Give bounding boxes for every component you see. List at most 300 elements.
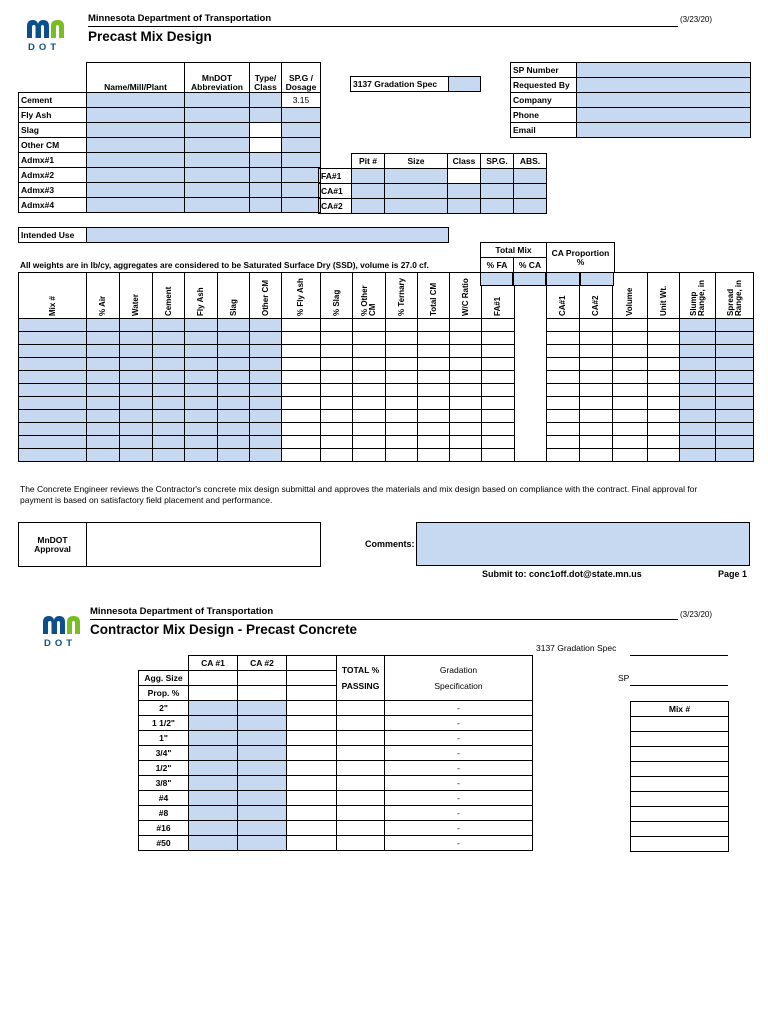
mix-input-cell[interactable] bbox=[482, 436, 515, 449]
mix-input-cell[interactable] bbox=[19, 358, 87, 371]
mix-input-cell[interactable] bbox=[680, 358, 716, 371]
mix-input-cell[interactable] bbox=[321, 449, 353, 462]
mix-input-cell[interactable] bbox=[153, 332, 185, 345]
phone-input[interactable] bbox=[577, 108, 751, 123]
mix-input-cell[interactable] bbox=[321, 384, 353, 397]
mix-input-cell[interactable] bbox=[185, 319, 218, 332]
ca1-passing-input[interactable] bbox=[189, 731, 238, 746]
total-passing-cell[interactable] bbox=[337, 821, 385, 836]
mix-input-cell[interactable] bbox=[19, 449, 87, 462]
mix-input-cell[interactable] bbox=[353, 319, 386, 332]
ca2-passing-input[interactable] bbox=[238, 761, 287, 776]
mix-input-cell[interactable] bbox=[680, 371, 716, 384]
mix-input-cell[interactable] bbox=[87, 423, 120, 436]
mix-input-cell[interactable] bbox=[120, 423, 153, 436]
mix-input-cell[interactable] bbox=[19, 410, 87, 423]
input-cell[interactable] bbox=[514, 184, 547, 199]
input-cell[interactable] bbox=[189, 671, 238, 686]
total-passing-cell[interactable] bbox=[337, 761, 385, 776]
ca2-passing-input[interactable] bbox=[238, 791, 287, 806]
mix-number-input[interactable] bbox=[631, 822, 729, 837]
proportion-input[interactable] bbox=[580, 272, 614, 286]
mix-input-cell[interactable] bbox=[19, 345, 87, 358]
mix-input-cell[interactable] bbox=[153, 410, 185, 423]
mix-input-cell[interactable] bbox=[680, 410, 716, 423]
mix-input-cell[interactable] bbox=[482, 397, 515, 410]
proportion-input[interactable] bbox=[480, 272, 513, 286]
mix-input-cell[interactable] bbox=[250, 345, 282, 358]
mix-input-cell[interactable] bbox=[250, 319, 282, 332]
input-cell[interactable] bbox=[250, 153, 282, 168]
mix-input-cell[interactable] bbox=[353, 371, 386, 384]
input-cell[interactable] bbox=[287, 701, 337, 716]
input-cell[interactable] bbox=[282, 183, 321, 198]
ca1-passing-input[interactable] bbox=[189, 836, 238, 851]
input-cell[interactable] bbox=[287, 671, 337, 686]
mix-input-cell[interactable] bbox=[353, 423, 386, 436]
input-cell[interactable] bbox=[287, 791, 337, 806]
mix-input-cell[interactable] bbox=[153, 358, 185, 371]
mix-input-cell[interactable] bbox=[580, 332, 613, 345]
mix-input-cell[interactable] bbox=[482, 371, 515, 384]
input-cell[interactable] bbox=[282, 153, 321, 168]
mix-input-cell[interactable] bbox=[185, 410, 218, 423]
input-cell[interactable] bbox=[287, 686, 337, 701]
input-cell[interactable] bbox=[87, 123, 185, 138]
mix-input-cell[interactable] bbox=[547, 345, 580, 358]
mix-input-cell[interactable] bbox=[250, 332, 282, 345]
mix-input-cell[interactable] bbox=[120, 436, 153, 449]
mix-input-cell[interactable] bbox=[353, 436, 386, 449]
mix-input-cell[interactable] bbox=[218, 332, 250, 345]
mix-input-cell[interactable] bbox=[648, 332, 680, 345]
ca1-passing-input[interactable] bbox=[189, 791, 238, 806]
mix-input-cell[interactable] bbox=[716, 410, 754, 423]
input-cell[interactable] bbox=[385, 184, 448, 199]
mix-input-cell[interactable] bbox=[19, 436, 87, 449]
total-passing-cell[interactable] bbox=[337, 746, 385, 761]
mix-input-cell[interactable] bbox=[153, 319, 185, 332]
mix-input-cell[interactable] bbox=[648, 319, 680, 332]
mix-input-cell[interactable] bbox=[547, 371, 580, 384]
input-cell[interactable] bbox=[185, 93, 250, 108]
input-cell[interactable] bbox=[250, 198, 282, 213]
mix-input-cell[interactable] bbox=[418, 449, 450, 462]
input-cell[interactable] bbox=[87, 108, 185, 123]
mix-input-cell[interactable] bbox=[321, 371, 353, 384]
mix-input-cell[interactable] bbox=[282, 436, 321, 449]
mix-input-cell[interactable] bbox=[386, 384, 418, 397]
mix-input-cell[interactable] bbox=[185, 436, 218, 449]
mix-input-cell[interactable] bbox=[185, 332, 218, 345]
input-cell[interactable] bbox=[185, 198, 250, 213]
mix-input-cell[interactable] bbox=[282, 397, 321, 410]
mix-input-cell[interactable] bbox=[680, 397, 716, 410]
input-cell[interactable] bbox=[287, 731, 337, 746]
mix-input-cell[interactable] bbox=[386, 345, 418, 358]
mix-input-cell[interactable] bbox=[153, 436, 185, 449]
mix-input-cell[interactable] bbox=[353, 358, 386, 371]
total-passing-cell[interactable] bbox=[337, 731, 385, 746]
mix-input-cell[interactable] bbox=[353, 449, 386, 462]
mix-input-cell[interactable] bbox=[450, 332, 482, 345]
input-cell[interactable] bbox=[185, 153, 250, 168]
mix-input-cell[interactable] bbox=[450, 358, 482, 371]
total-passing-cell[interactable] bbox=[337, 701, 385, 716]
input-cell[interactable] bbox=[282, 198, 321, 213]
input-cell[interactable] bbox=[481, 184, 514, 199]
proportion-input[interactable] bbox=[546, 272, 580, 286]
mix-input-cell[interactable] bbox=[87, 384, 120, 397]
mix-input-cell[interactable] bbox=[482, 345, 515, 358]
mix-input-cell[interactable] bbox=[716, 345, 754, 358]
input-cell[interactable] bbox=[385, 169, 448, 184]
input-cell[interactable] bbox=[514, 199, 547, 214]
input-cell[interactable] bbox=[87, 198, 185, 213]
mix-input-cell[interactable] bbox=[716, 397, 754, 410]
mix-input-cell[interactable] bbox=[120, 332, 153, 345]
mix-input-cell[interactable] bbox=[386, 358, 418, 371]
mix-input-cell[interactable] bbox=[120, 384, 153, 397]
comments-input[interactable] bbox=[416, 522, 750, 566]
mix-input-cell[interactable] bbox=[282, 332, 321, 345]
mix-input-cell[interactable] bbox=[716, 371, 754, 384]
requested-by-input[interactable] bbox=[577, 78, 751, 93]
company-input[interactable] bbox=[577, 93, 751, 108]
mix-input-cell[interactable] bbox=[386, 449, 418, 462]
mix-input-cell[interactable] bbox=[680, 332, 716, 345]
mix-input-cell[interactable] bbox=[353, 332, 386, 345]
mix-input-cell[interactable] bbox=[282, 410, 321, 423]
gradation-spec-input[interactable] bbox=[449, 77, 481, 92]
mix-input-cell[interactable] bbox=[613, 397, 648, 410]
mix-input-cell[interactable] bbox=[580, 436, 613, 449]
ca1-passing-input[interactable] bbox=[189, 761, 238, 776]
mix-input-cell[interactable] bbox=[482, 319, 515, 332]
mix-input-cell[interactable] bbox=[482, 332, 515, 345]
mix-input-cell[interactable] bbox=[450, 384, 482, 397]
mix-input-cell[interactable] bbox=[547, 436, 580, 449]
input-cell[interactable] bbox=[287, 776, 337, 791]
mix-input-cell[interactable] bbox=[482, 449, 515, 462]
mix-number-input[interactable] bbox=[631, 807, 729, 822]
mix-input-cell[interactable] bbox=[218, 319, 250, 332]
mix-input-cell[interactable] bbox=[185, 384, 218, 397]
ca1-passing-input[interactable] bbox=[189, 701, 238, 716]
mix-input-cell[interactable] bbox=[250, 371, 282, 384]
mix-input-cell[interactable] bbox=[120, 358, 153, 371]
mix-input-cell[interactable] bbox=[321, 423, 353, 436]
mix-input-cell[interactable] bbox=[250, 423, 282, 436]
total-passing-cell[interactable] bbox=[337, 716, 385, 731]
mix-input-cell[interactable] bbox=[580, 371, 613, 384]
mix-input-cell[interactable] bbox=[87, 371, 120, 384]
mix-input-cell[interactable] bbox=[120, 449, 153, 462]
mix-input-cell[interactable] bbox=[250, 410, 282, 423]
mix-input-cell[interactable] bbox=[613, 436, 648, 449]
mix-input-cell[interactable] bbox=[321, 410, 353, 423]
mix-input-cell[interactable] bbox=[680, 436, 716, 449]
mix-input-cell[interactable] bbox=[250, 358, 282, 371]
total-passing-cell[interactable] bbox=[337, 836, 385, 851]
mix-input-cell[interactable] bbox=[648, 358, 680, 371]
mix-input-cell[interactable] bbox=[648, 371, 680, 384]
mix-input-cell[interactable] bbox=[580, 358, 613, 371]
mix-number-input[interactable] bbox=[631, 777, 729, 792]
ca2-passing-input[interactable] bbox=[238, 776, 287, 791]
ca2-passing-input[interactable] bbox=[238, 821, 287, 836]
mix-input-cell[interactable] bbox=[680, 423, 716, 436]
mix-input-cell[interactable] bbox=[648, 397, 680, 410]
mix-input-cell[interactable] bbox=[648, 345, 680, 358]
mix-number-input[interactable] bbox=[631, 717, 729, 732]
mix-input-cell[interactable] bbox=[547, 410, 580, 423]
mix-input-cell[interactable] bbox=[353, 397, 386, 410]
mix-input-cell[interactable] bbox=[648, 410, 680, 423]
input-cell[interactable] bbox=[238, 671, 287, 686]
mix-input-cell[interactable] bbox=[250, 397, 282, 410]
mix-input-cell[interactable] bbox=[386, 397, 418, 410]
mix-input-cell[interactable] bbox=[153, 423, 185, 436]
input-cell[interactable] bbox=[185, 183, 250, 198]
mix-input-cell[interactable] bbox=[120, 319, 153, 332]
input-cell[interactable] bbox=[448, 184, 481, 199]
mix-input-cell[interactable] bbox=[450, 410, 482, 423]
input-cell[interactable] bbox=[87, 168, 185, 183]
mix-input-cell[interactable] bbox=[580, 449, 613, 462]
mix-input-cell[interactable] bbox=[87, 397, 120, 410]
input-cell[interactable] bbox=[282, 138, 321, 153]
mix-input-cell[interactable] bbox=[680, 319, 716, 332]
mix-input-cell[interactable] bbox=[218, 371, 250, 384]
mix-input-cell[interactable] bbox=[282, 319, 321, 332]
mix-input-cell[interactable] bbox=[321, 358, 353, 371]
mix-input-cell[interactable] bbox=[19, 384, 87, 397]
mix-input-cell[interactable] bbox=[716, 384, 754, 397]
input-cell[interactable] bbox=[250, 183, 282, 198]
mix-input-cell[interactable] bbox=[386, 319, 418, 332]
gradation-spec-line[interactable] bbox=[630, 655, 728, 656]
total-passing-cell[interactable] bbox=[337, 791, 385, 806]
mix-input-cell[interactable] bbox=[418, 319, 450, 332]
mix-input-cell[interactable] bbox=[450, 436, 482, 449]
mix-input-cell[interactable] bbox=[19, 319, 87, 332]
mix-input-cell[interactable] bbox=[418, 384, 450, 397]
mix-input-cell[interactable] bbox=[87, 449, 120, 462]
input-cell[interactable] bbox=[250, 93, 282, 108]
mix-input-cell[interactable] bbox=[353, 384, 386, 397]
mix-input-cell[interactable] bbox=[580, 423, 613, 436]
mix-input-cell[interactable] bbox=[185, 371, 218, 384]
mix-input-cell[interactable] bbox=[250, 449, 282, 462]
mix-input-cell[interactable] bbox=[418, 371, 450, 384]
mix-input-cell[interactable] bbox=[282, 423, 321, 436]
mix-input-cell[interactable] bbox=[547, 449, 580, 462]
mix-input-cell[interactable] bbox=[613, 371, 648, 384]
mix-input-cell[interactable] bbox=[386, 436, 418, 449]
mix-input-cell[interactable] bbox=[282, 449, 321, 462]
input-cell[interactable] bbox=[282, 108, 321, 123]
mix-input-cell[interactable] bbox=[450, 423, 482, 436]
mix-input-cell[interactable] bbox=[418, 410, 450, 423]
mix-input-cell[interactable] bbox=[218, 345, 250, 358]
mix-input-cell[interactable] bbox=[353, 345, 386, 358]
mix-input-cell[interactable] bbox=[547, 319, 580, 332]
input-cell[interactable] bbox=[87, 183, 185, 198]
mix-number-input[interactable] bbox=[631, 792, 729, 807]
mix-input-cell[interactable] bbox=[321, 436, 353, 449]
mix-input-cell[interactable] bbox=[418, 397, 450, 410]
total-passing-cell[interactable] bbox=[337, 806, 385, 821]
sp-number-input[interactable] bbox=[577, 63, 751, 78]
mix-input-cell[interactable] bbox=[120, 345, 153, 358]
mix-input-cell[interactable] bbox=[716, 449, 754, 462]
mix-input-cell[interactable] bbox=[321, 345, 353, 358]
input-cell[interactable] bbox=[250, 168, 282, 183]
input-cell[interactable] bbox=[185, 123, 250, 138]
mix-input-cell[interactable] bbox=[716, 358, 754, 371]
mix-input-cell[interactable] bbox=[418, 423, 450, 436]
mix-input-cell[interactable] bbox=[547, 397, 580, 410]
mix-input-cell[interactable] bbox=[87, 332, 120, 345]
mix-input-cell[interactable] bbox=[450, 319, 482, 332]
mix-input-cell[interactable] bbox=[218, 423, 250, 436]
mix-input-cell[interactable] bbox=[185, 345, 218, 358]
mix-input-cell[interactable] bbox=[185, 423, 218, 436]
input-cell[interactable] bbox=[481, 169, 514, 184]
ca2-passing-input[interactable] bbox=[238, 731, 287, 746]
mix-input-cell[interactable] bbox=[418, 345, 450, 358]
mix-input-cell[interactable] bbox=[613, 332, 648, 345]
mix-number-input[interactable] bbox=[631, 747, 729, 762]
mix-input-cell[interactable] bbox=[218, 410, 250, 423]
input-cell[interactable] bbox=[514, 169, 547, 184]
mix-input-cell[interactable] bbox=[580, 384, 613, 397]
mix-input-cell[interactable] bbox=[19, 332, 87, 345]
mix-input-cell[interactable] bbox=[153, 345, 185, 358]
mix-input-cell[interactable] bbox=[250, 436, 282, 449]
input-cell[interactable] bbox=[238, 686, 287, 701]
mix-input-cell[interactable] bbox=[580, 319, 613, 332]
mix-input-cell[interactable] bbox=[648, 384, 680, 397]
ca1-passing-input[interactable] bbox=[189, 821, 238, 836]
input-cell[interactable] bbox=[185, 168, 250, 183]
mix-input-cell[interactable] bbox=[321, 332, 353, 345]
input-cell[interactable] bbox=[352, 184, 385, 199]
input-cell[interactable] bbox=[287, 761, 337, 776]
mix-input-cell[interactable] bbox=[580, 345, 613, 358]
mix-input-cell[interactable] bbox=[450, 397, 482, 410]
total-passing-cell[interactable] bbox=[337, 776, 385, 791]
mix-input-cell[interactable] bbox=[547, 423, 580, 436]
mix-input-cell[interactable] bbox=[418, 436, 450, 449]
mix-input-cell[interactable] bbox=[87, 345, 120, 358]
mix-input-cell[interactable] bbox=[450, 345, 482, 358]
input-cell[interactable] bbox=[87, 93, 185, 108]
mix-input-cell[interactable] bbox=[386, 410, 418, 423]
approval-input[interactable] bbox=[87, 523, 321, 567]
mix-input-cell[interactable] bbox=[482, 410, 515, 423]
input-cell[interactable] bbox=[185, 138, 250, 153]
mix-input-cell[interactable] bbox=[386, 371, 418, 384]
input-cell[interactable] bbox=[189, 686, 238, 701]
mix-input-cell[interactable] bbox=[482, 423, 515, 436]
mix-input-cell[interactable] bbox=[321, 397, 353, 410]
input-cell[interactable] bbox=[250, 108, 282, 123]
input-cell[interactable] bbox=[185, 108, 250, 123]
mix-input-cell[interactable] bbox=[716, 319, 754, 332]
mix-input-cell[interactable] bbox=[321, 319, 353, 332]
input-cell[interactable] bbox=[282, 123, 321, 138]
mix-input-cell[interactable] bbox=[19, 397, 87, 410]
input-cell[interactable] bbox=[87, 138, 185, 153]
mix-input-cell[interactable] bbox=[680, 384, 716, 397]
mix-input-cell[interactable] bbox=[716, 436, 754, 449]
ca1-passing-input[interactable] bbox=[189, 716, 238, 731]
mix-input-cell[interactable] bbox=[613, 384, 648, 397]
mix-input-cell[interactable] bbox=[87, 319, 120, 332]
mix-input-cell[interactable] bbox=[218, 449, 250, 462]
input-cell[interactable] bbox=[287, 806, 337, 821]
ca1-passing-input[interactable] bbox=[189, 806, 238, 821]
mix-input-cell[interactable] bbox=[580, 397, 613, 410]
mix-input-cell[interactable] bbox=[19, 423, 87, 436]
mix-input-cell[interactable] bbox=[613, 345, 648, 358]
ca2-passing-input[interactable] bbox=[238, 746, 287, 761]
ca1-passing-input[interactable] bbox=[189, 776, 238, 791]
mix-input-cell[interactable] bbox=[547, 332, 580, 345]
mix-input-cell[interactable] bbox=[282, 358, 321, 371]
mix-input-cell[interactable] bbox=[648, 423, 680, 436]
mix-input-cell[interactable] bbox=[418, 332, 450, 345]
input-cell[interactable] bbox=[287, 716, 337, 731]
mix-input-cell[interactable] bbox=[353, 410, 386, 423]
mix-input-cell[interactable] bbox=[450, 371, 482, 384]
mix-input-cell[interactable] bbox=[185, 358, 218, 371]
mix-input-cell[interactable] bbox=[680, 449, 716, 462]
mix-number-input[interactable] bbox=[631, 837, 729, 852]
input-cell[interactable] bbox=[282, 168, 321, 183]
mix-input-cell[interactable] bbox=[613, 319, 648, 332]
mix-input-cell[interactable] bbox=[87, 358, 120, 371]
input-cell[interactable] bbox=[448, 199, 481, 214]
ca2-passing-input[interactable] bbox=[238, 806, 287, 821]
mix-input-cell[interactable] bbox=[218, 436, 250, 449]
mix-input-cell[interactable] bbox=[648, 449, 680, 462]
input-cell[interactable] bbox=[87, 153, 185, 168]
mix-input-cell[interactable] bbox=[153, 384, 185, 397]
mix-input-cell[interactable] bbox=[482, 384, 515, 397]
mix-input-cell[interactable] bbox=[185, 449, 218, 462]
ca2-passing-input[interactable] bbox=[238, 701, 287, 716]
mix-input-cell[interactable] bbox=[250, 384, 282, 397]
ca1-passing-input[interactable] bbox=[189, 746, 238, 761]
mix-number-input[interactable] bbox=[631, 732, 729, 747]
input-cell[interactable] bbox=[352, 199, 385, 214]
mix-input-cell[interactable] bbox=[218, 397, 250, 410]
mix-input-cell[interactable] bbox=[19, 371, 87, 384]
mix-input-cell[interactable] bbox=[613, 410, 648, 423]
input-cell[interactable] bbox=[287, 821, 337, 836]
mix-input-cell[interactable] bbox=[716, 423, 754, 436]
email-input[interactable] bbox=[577, 123, 751, 138]
input-cell[interactable] bbox=[352, 169, 385, 184]
mix-input-cell[interactable] bbox=[153, 397, 185, 410]
input-cell[interactable] bbox=[287, 836, 337, 851]
mix-input-cell[interactable] bbox=[282, 371, 321, 384]
input-cell[interactable] bbox=[385, 199, 448, 214]
mix-input-cell[interactable] bbox=[648, 436, 680, 449]
